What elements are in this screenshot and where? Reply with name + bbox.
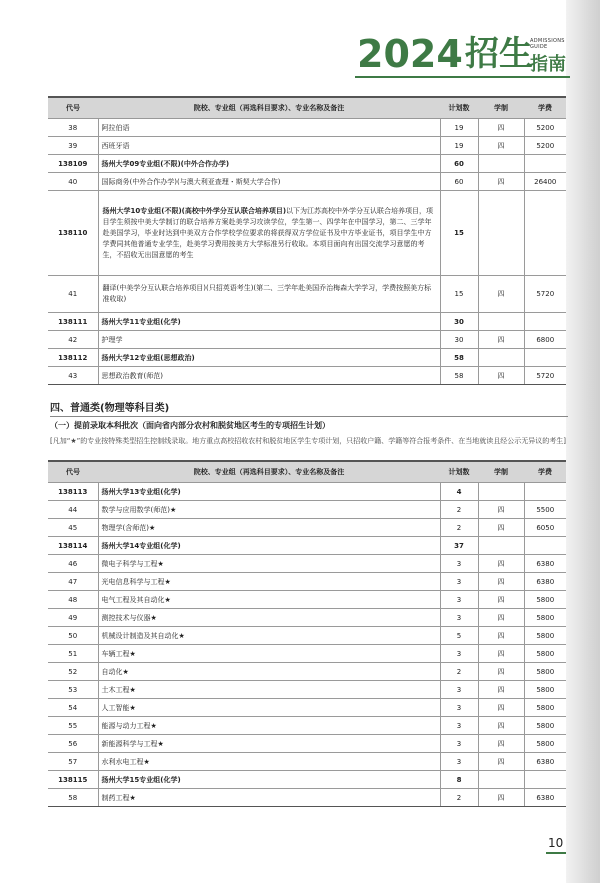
table-group-row	[48, 349, 566, 367]
cell-years	[478, 483, 524, 501]
cell-years: 四	[478, 789, 524, 807]
cell-fee: 5800	[524, 699, 566, 717]
cell-name: 光电信息科学与工程★	[98, 573, 440, 591]
header-underline	[355, 76, 570, 78]
cell-fee: 5800	[524, 681, 566, 699]
cell-years	[478, 191, 524, 276]
table-row	[48, 367, 566, 385]
cell-plan: 5	[440, 627, 478, 645]
cell-plan: 3	[440, 609, 478, 627]
cell-plan: 2	[440, 663, 478, 681]
table-row	[48, 555, 566, 573]
cell-name: 自动化★	[98, 663, 440, 681]
table-row	[48, 119, 566, 137]
cell-code: 44	[48, 501, 98, 519]
cell-plan: 3	[440, 591, 478, 609]
cell-plan: 15	[440, 276, 478, 313]
table-row	[48, 663, 566, 681]
cell-name: 扬州大学13专业组(化学)	[98, 483, 440, 501]
cell-name-multiline	[98, 191, 440, 276]
cell-code: 138115	[48, 771, 98, 789]
table-row	[48, 591, 566, 609]
cell-fee	[524, 537, 566, 555]
subsection-heading: （一）提前录取本科批次（面向省内部分农村和脱贫地区考生的专项招生计划）	[50, 421, 330, 430]
col-header-name: 院校、专业组（再选科目要求）、专业名称及备注	[98, 97, 440, 119]
table-row	[48, 609, 566, 627]
cell-plan: 37	[440, 537, 478, 555]
cell-plan: 3	[440, 645, 478, 663]
cell-fee: 5720	[524, 276, 566, 313]
cell-fee: 6050	[524, 519, 566, 537]
cell-name: 微电子科学与工程★	[98, 555, 440, 573]
cell-name: 水利水电工程★	[98, 753, 440, 771]
header-year: 2024	[357, 32, 463, 76]
header-title-zhaosheng: 招生	[465, 34, 533, 74]
col-header-fee: 学费	[524, 461, 566, 483]
cell-years	[478, 771, 524, 789]
cell-years: 四	[478, 645, 524, 663]
cell-code: 51	[48, 645, 98, 663]
cell-plan: 2	[440, 789, 478, 807]
cell-fee: 5720	[524, 367, 566, 385]
col-header-code: 代号	[48, 97, 98, 119]
cell-years: 四	[478, 276, 524, 313]
cell-plan: 30	[440, 313, 478, 331]
cell-years	[478, 349, 524, 367]
cell-name: 翻译(中美学分互认联合培养项目)(只招英语考生)(第二、三学年赴美国乔治梅森大学学习，学费按照美方标准收取)	[98, 276, 440, 313]
cell-years: 四	[478, 681, 524, 699]
cell-code: 49	[48, 609, 98, 627]
cell-name: 机械设计制造及其自动化★	[98, 627, 440, 645]
table-row	[48, 681, 566, 699]
header-guide: GUIDE	[530, 44, 548, 50]
cell-plan: 2	[440, 501, 478, 519]
cell-fee: 5800	[524, 663, 566, 681]
cell-years: 四	[478, 573, 524, 591]
cell-name: 国际商务(中外合作办学)(与澳大利亚查理・斯契大学合作)	[98, 173, 440, 191]
cell-plan: 19	[440, 137, 478, 155]
cell-name: 人工智能★	[98, 699, 440, 717]
cell-name: 车辆工程★	[98, 645, 440, 663]
cell-plan: 60	[440, 173, 478, 191]
cell-fee	[524, 483, 566, 501]
section-note: [凡加“★”的专业按特殊类型招生控制线录取。地方重点高校招收农村和脱贫地区学生专项计划，只招收户籍、学籍等符合报考条件、在当地就读且经公示无异议的考生]	[50, 437, 566, 445]
cell-years: 四	[478, 501, 524, 519]
cell-years: 四	[478, 753, 524, 771]
cell-years	[478, 313, 524, 331]
cell-years: 四	[478, 609, 524, 627]
cell-plan: 15	[440, 191, 478, 276]
cell-name: 扬州大学09专业组(不限)(中外合作办学)	[98, 155, 440, 173]
table-group-row	[48, 771, 566, 789]
col-header-name: 院校、专业组（再选科目要求）、专业名称及备注	[98, 461, 440, 483]
admissions-table-2	[48, 460, 566, 807]
cell-fee: 6380	[524, 753, 566, 771]
col-header-plan: 计划数	[440, 461, 478, 483]
cell-fee: 5800	[524, 627, 566, 645]
cell-fee	[524, 313, 566, 331]
table-row	[48, 735, 566, 753]
cell-fee: 5800	[524, 645, 566, 663]
cell-fee: 5200	[524, 137, 566, 155]
cell-fee: 5800	[524, 591, 566, 609]
header-admissions-guide	[530, 38, 565, 50]
section-heading: 四、普通类(物理等科目类)	[50, 403, 170, 414]
col-header-code: 代号	[48, 461, 98, 483]
cell-years	[478, 537, 524, 555]
cell-years: 四	[478, 627, 524, 645]
cell-name: 护理学	[98, 331, 440, 349]
cell-name: 制药工程★	[98, 789, 440, 807]
cell-code: 138113	[48, 483, 98, 501]
table-row	[48, 137, 566, 155]
cell-fee: 5800	[524, 735, 566, 753]
cell-fee: 6380	[524, 573, 566, 591]
cell-fee: 6800	[524, 331, 566, 349]
cell-code: 38	[48, 119, 98, 137]
cell-fee: 5800	[524, 717, 566, 735]
cell-name: 阿拉伯语	[98, 119, 440, 137]
cell-name: 扬州大学12专业组(思想政治)	[98, 349, 440, 367]
cell-plan: 58	[440, 367, 478, 385]
cell-plan: 30	[440, 331, 478, 349]
cell-years: 四	[478, 555, 524, 573]
cell-years: 四	[478, 699, 524, 717]
cell-plan: 3	[440, 699, 478, 717]
cell-plan: 3	[440, 735, 478, 753]
table-group-row	[48, 483, 566, 501]
cell-plan: 19	[440, 119, 478, 137]
table-group-row	[48, 191, 566, 276]
cell-plan: 4	[440, 483, 478, 501]
cell-code: 138109	[48, 155, 98, 173]
cell-code: 46	[48, 555, 98, 573]
cell-years: 四	[478, 717, 524, 735]
table-row	[48, 173, 566, 191]
cell-fee	[524, 771, 566, 789]
cell-fee: 26400	[524, 173, 566, 191]
col-header-plan: 计划数	[440, 97, 478, 119]
section-divider	[50, 416, 568, 417]
group-description: 以下为江苏高校中外学分互认联合培养项目，项目学生须按中美大学制订的联合培养方案赴美学习攻读学位，学生第一、四学年在中国学习，第二、三学年赴美国学习，毕业时达到中美双方合作学校学位要求的将获得双方学位证书及中方毕业证书，项目学生中方学费同其他普通专业学生，赴美学习费用按美方大学标准另行收取。本项目面向有出国交流学习意愿的考生，不招收无出国意愿的考生	[102, 206, 434, 259]
cell-code: 47	[48, 573, 98, 591]
cell-code: 45	[48, 519, 98, 537]
table-row	[48, 627, 566, 645]
cell-plan: 3	[440, 573, 478, 591]
cell-name: 扬州大学14专业组(化学)	[98, 537, 440, 555]
cell-name: 测控技术与仪器★	[98, 609, 440, 627]
cell-code: 138114	[48, 537, 98, 555]
cell-fee: 5800	[524, 609, 566, 627]
page-edge-shadow	[566, 0, 600, 883]
table-header-row	[48, 97, 566, 119]
cell-name: 西班牙语	[98, 137, 440, 155]
cell-plan: 3	[440, 717, 478, 735]
table-row	[48, 717, 566, 735]
cell-code: 52	[48, 663, 98, 681]
cell-code: 50	[48, 627, 98, 645]
cell-code: 55	[48, 717, 98, 735]
cell-fee: 5500	[524, 501, 566, 519]
cell-code: 41	[48, 276, 98, 313]
table-group-row	[48, 313, 566, 331]
col-header-years: 学制	[478, 97, 524, 119]
cell-name: 土木工程★	[98, 681, 440, 699]
cell-name: 思想政治教育(师范)	[98, 367, 440, 385]
table-group-row	[48, 155, 566, 173]
cell-years: 四	[478, 367, 524, 385]
table-row	[48, 753, 566, 771]
cell-name: 新能源科学与工程★	[98, 735, 440, 753]
cell-years: 四	[478, 519, 524, 537]
cell-code: 53	[48, 681, 98, 699]
page-number: 10	[548, 836, 564, 850]
cell-plan: 2	[440, 519, 478, 537]
cell-name: 数学与应用数学(师范)★	[98, 501, 440, 519]
cell-fee	[524, 349, 566, 367]
cell-name: 扬州大学15专业组(化学)	[98, 771, 440, 789]
table-row	[48, 519, 566, 537]
cell-years: 四	[478, 591, 524, 609]
cell-fee: 6380	[524, 789, 566, 807]
table-group-row	[48, 537, 566, 555]
header-title-zhinan: 指南	[530, 54, 566, 75]
cell-years: 四	[478, 173, 524, 191]
cell-plan: 3	[440, 681, 478, 699]
cell-code: 138112	[48, 349, 98, 367]
cell-plan: 8	[440, 771, 478, 789]
cell-name: 电气工程及其自动化★	[98, 591, 440, 609]
cell-name: 能源与动力工程★	[98, 717, 440, 735]
cell-code: 40	[48, 173, 98, 191]
cell-years: 四	[478, 331, 524, 349]
cell-code: 138111	[48, 313, 98, 331]
cell-years: 四	[478, 663, 524, 681]
cell-code: 42	[48, 331, 98, 349]
group-name: 扬州大学10专业组(不限)(高校中外学分互认联合培养项目)	[102, 206, 287, 215]
cell-years	[478, 155, 524, 173]
cell-code: 57	[48, 753, 98, 771]
col-header-fee: 学费	[524, 97, 566, 119]
col-header-years: 学制	[478, 461, 524, 483]
cell-code: 43	[48, 367, 98, 385]
cell-name: 物理学(含师范)★	[98, 519, 440, 537]
cell-code: 39	[48, 137, 98, 155]
cell-plan: 3	[440, 753, 478, 771]
page-header	[345, 30, 575, 78]
table-row	[48, 331, 566, 349]
page-number-underline	[546, 852, 566, 854]
cell-years: 四	[478, 137, 524, 155]
cell-code: 138110	[48, 191, 98, 276]
table-row	[48, 501, 566, 519]
cell-plan: 3	[440, 555, 478, 573]
cell-plan: 60	[440, 155, 478, 173]
table-row	[48, 699, 566, 717]
cell-code: 48	[48, 591, 98, 609]
cell-name: 扬州大学11专业组(化学)	[98, 313, 440, 331]
table-header-row	[48, 461, 566, 483]
table-row	[48, 276, 566, 313]
header-admissions: ADMISSIONS	[530, 38, 565, 44]
cell-fee: 5200	[524, 119, 566, 137]
cell-code: 56	[48, 735, 98, 753]
cell-years: 四	[478, 735, 524, 753]
admissions-table-1	[48, 96, 566, 385]
table-row	[48, 789, 566, 807]
table-row	[48, 573, 566, 591]
table-row	[48, 645, 566, 663]
cell-code: 58	[48, 789, 98, 807]
cell-plan: 58	[440, 349, 478, 367]
cell-code: 54	[48, 699, 98, 717]
cell-fee	[524, 191, 566, 276]
cell-fee	[524, 155, 566, 173]
cell-years: 四	[478, 119, 524, 137]
cell-fee: 6380	[524, 555, 566, 573]
